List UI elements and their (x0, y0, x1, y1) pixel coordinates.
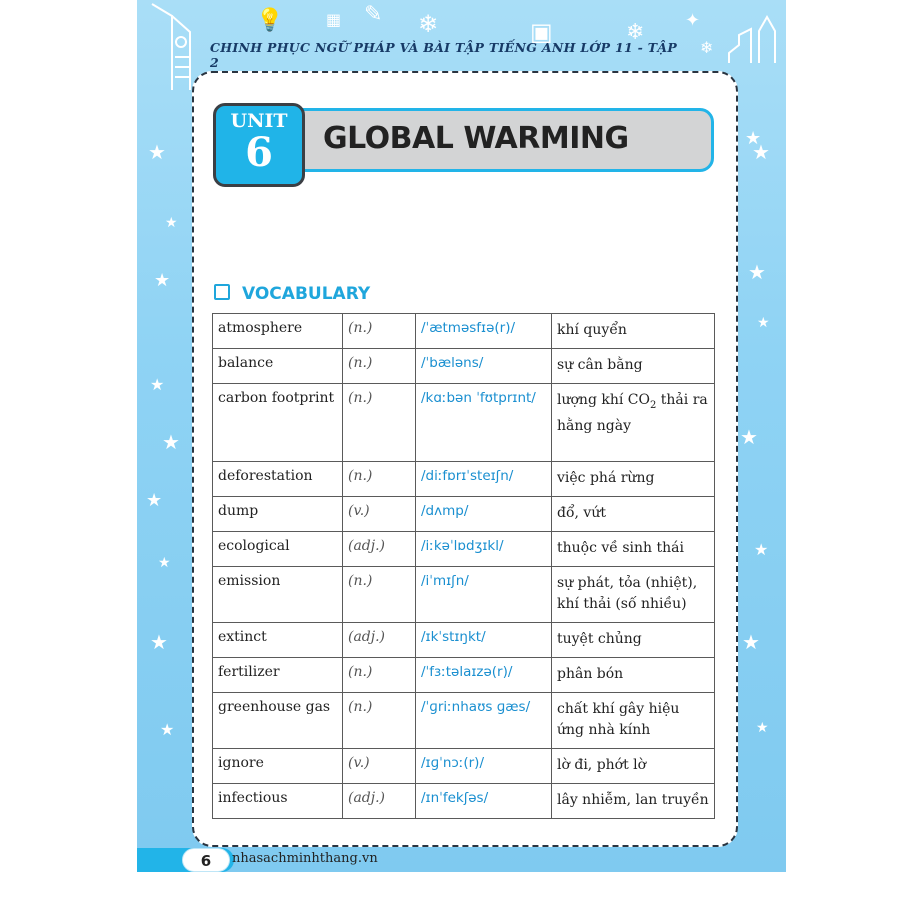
pos-cell: (n.) (343, 314, 416, 349)
pencil-icon: ✎ (364, 2, 383, 27)
table-row (213, 384, 715, 462)
ipa-cell: /ˈfɜːtəlaɪzə(r)/ (416, 658, 552, 693)
meaning-cell: sự phát, tỏa (nhiệt), khí thải (số nhiều) (552, 567, 715, 623)
snowflake-icon: ❄ (418, 10, 439, 38)
star-icon: ★ (757, 315, 770, 331)
table-row (213, 349, 715, 384)
star-icon: ★ (748, 260, 766, 284)
ipa-cell: /ɪnˈfekʃəs/ (416, 784, 552, 819)
word-cell: atmosphere (213, 314, 343, 349)
snowflake-icon: ❄ (700, 38, 714, 57)
checkbox-icon (214, 284, 230, 300)
tower-icon (150, 2, 198, 92)
table-row (213, 567, 715, 623)
section-heading (214, 284, 370, 304)
meaning-cell: lờ đi, phớt lờ (552, 749, 715, 784)
meaning-cell: việc phá rừng (552, 462, 715, 497)
pos-cell: (n.) (343, 567, 416, 623)
meaning-cell (552, 384, 715, 462)
pos-cell: (n.) (343, 462, 416, 497)
unit-title: GLOBAL WARMING (323, 121, 629, 156)
meaning-subscript: 2 (649, 399, 657, 411)
pos-cell: (n.) (343, 658, 416, 693)
star-icon: ★ (146, 490, 163, 511)
ipa-cell: /iˈmɪʃn/ (416, 567, 552, 623)
pos-cell: (n.) (343, 693, 416, 749)
meaning-cell: chất khí gây hiệu ứng nhà kính (552, 693, 715, 749)
star-icon: ★ (745, 128, 762, 149)
star-icon: ★ (150, 375, 165, 394)
briefcase-icon: ▣ (530, 18, 553, 46)
table-row (213, 784, 715, 819)
ipa-cell: /diːfɒrɪˈsteɪʃn/ (416, 462, 552, 497)
word-cell: ignore (213, 749, 343, 784)
star-icon: ★ (742, 630, 760, 654)
bird-icon: ✦ (685, 10, 701, 31)
pos-cell: (n.) (343, 384, 416, 462)
ipa-cell: /ˈætməsfɪə(r)/ (416, 314, 552, 349)
vocabulary-table (212, 313, 715, 819)
star-icon: ★ (158, 555, 171, 571)
section-title: VOCABULARY (242, 284, 371, 304)
word-cell: dump (213, 497, 343, 532)
table-row (213, 314, 715, 349)
word-cell: carbon footprint (213, 384, 343, 462)
meaning-cell: đổ, vứt (552, 497, 715, 532)
pos-cell: (v.) (343, 749, 416, 784)
meaning-cell: lây nhiễm, lan truyền (552, 784, 715, 819)
word-cell: greenhouse gas (213, 693, 343, 749)
meaning-cell: sự cân bằng (552, 349, 715, 384)
star-icon: ★ (740, 425, 758, 449)
ipa-cell: /ɪɡˈnɔː(r)/ (416, 749, 552, 784)
lightbulb-icon: 💡 (256, 8, 284, 33)
table-row (213, 532, 715, 567)
table-row (213, 749, 715, 784)
pos-cell: (adj.) (343, 784, 416, 819)
calculator-icon: ▦ (326, 10, 342, 29)
ipa-cell: /iːkəˈlɒdʒɪkl/ (416, 532, 552, 567)
word-cell: fertilizer (213, 658, 343, 693)
star-icon: ★ (754, 540, 769, 559)
ipa-cell: /kɑːbən ˈfʊtprɪnt/ (416, 384, 552, 462)
meaning-cell: khí quyển (552, 314, 715, 349)
building-icon (725, 15, 783, 65)
table-row (213, 693, 715, 749)
star-icon: ★ (756, 720, 769, 736)
meaning-cell: tuyệt chủng (552, 623, 715, 658)
ipa-cell: /ˈbæləns/ (416, 349, 552, 384)
pos-cell: (adj.) (343, 532, 416, 567)
table-row (213, 462, 715, 497)
unit-title-bar (296, 108, 714, 172)
unit-badge (213, 103, 305, 187)
table-row (213, 497, 715, 532)
word-cell: emission (213, 567, 343, 623)
word-cell: balance (213, 349, 343, 384)
word-cell: deforestation (213, 462, 343, 497)
unit-label: UNIT (230, 110, 288, 132)
ipa-cell: /ˈɡriːnhaʊs ɡæs/ (416, 693, 552, 749)
star-icon: ★ (160, 720, 175, 739)
word-cell: ecological (213, 532, 343, 567)
star-icon: ★ (162, 430, 180, 454)
ipa-cell: /dʌmp/ (416, 497, 552, 532)
pos-cell: (adj.) (343, 623, 416, 658)
pos-cell: (n.) (343, 349, 416, 384)
star-icon: ★ (165, 215, 178, 231)
ipa-cell: /ɪkˈstɪŋkt/ (416, 623, 552, 658)
book-header-title: CHINH PHỤC NGỮ PHÁP VÀ BÀI TẬP TIẾNG ANH LỚP 11 - TẬP 2 (210, 40, 678, 70)
meaning-cell: thuộc về sinh thái (552, 532, 715, 567)
unit-number: 6 (245, 129, 273, 176)
meaning-text: thải ra hằng ngày (557, 392, 708, 434)
star-icon: ★ (148, 140, 166, 164)
star-icon: ★ (150, 630, 168, 654)
star-icon: ★ (154, 270, 171, 291)
table-row (213, 658, 715, 693)
word-cell: extinct (213, 623, 343, 658)
pos-cell: (v.) (343, 497, 416, 532)
word-cell: infectious (213, 784, 343, 819)
star-icon: ★ (752, 140, 770, 164)
snowflake-icon: ❄ (626, 20, 645, 45)
website-text: nhasachminhthang.vn (232, 851, 378, 866)
meaning-cell: phân bón (552, 658, 715, 693)
meaning-text: lượng khí CO (557, 392, 650, 408)
page-number: 6 (182, 848, 230, 872)
table-row (213, 623, 715, 658)
